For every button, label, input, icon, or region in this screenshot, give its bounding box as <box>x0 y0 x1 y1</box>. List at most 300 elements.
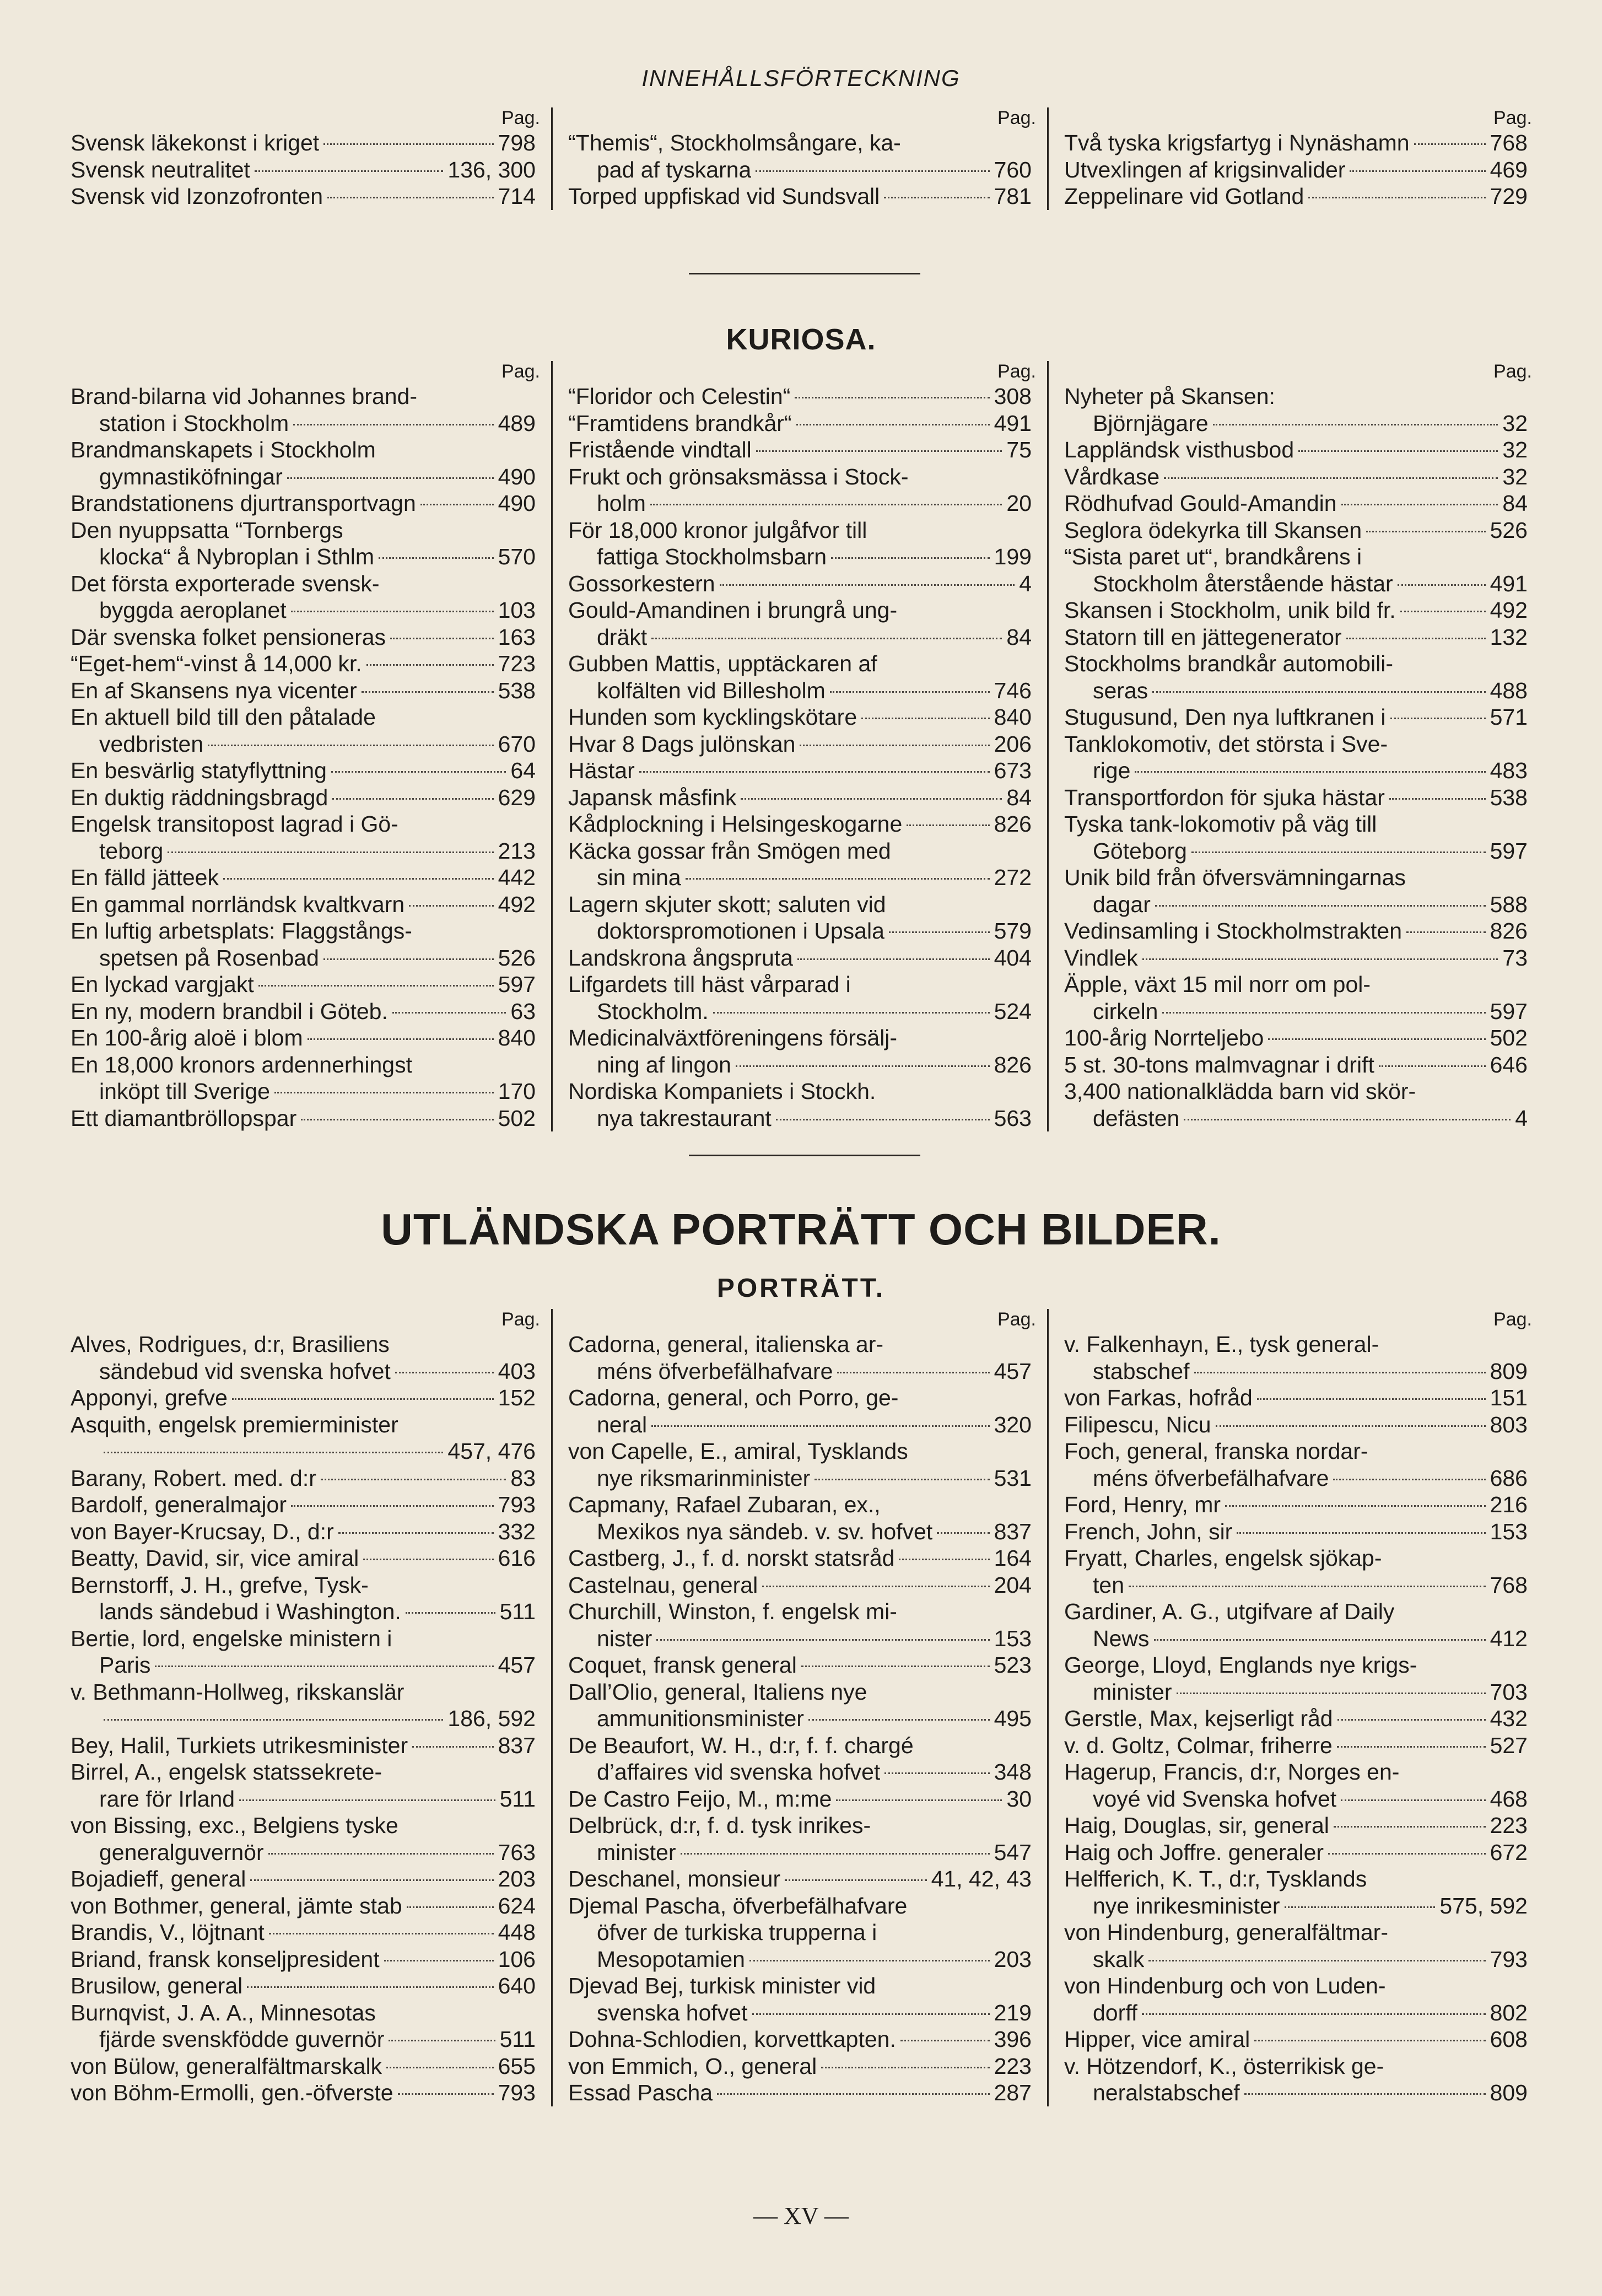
toc-entry <box>1064 1465 1528 1492</box>
toc-entry <box>1064 891 1528 918</box>
toc-entry <box>71 1812 536 1839</box>
dot-leader <box>1244 2093 1486 2095</box>
entry-page: 538 <box>498 677 536 703</box>
dot-leader <box>232 1398 494 1400</box>
entry-title: De Beaufort, W. H., d:r, f. f. chargé <box>568 1732 914 1758</box>
entry-page: 629 <box>498 784 536 810</box>
entry-title: En ny, modern brandbil i Göteb. <box>71 998 388 1024</box>
toc-entry <box>71 918 536 945</box>
toc-entry <box>568 1598 1032 1625</box>
entry-title: kolfälten vid Billesholm <box>597 677 826 703</box>
section-kuriosa-list <box>55 361 1543 1131</box>
toc-entry <box>71 624 536 651</box>
entry-title: French, John, sir <box>1064 1518 1233 1544</box>
dot-leader <box>861 718 989 719</box>
entry-title: von Bissing, exc., Belgiens tyske <box>71 1813 398 1838</box>
entry-title: Castelnau, general <box>568 1572 758 1598</box>
entry-page: 588 <box>1490 891 1528 917</box>
entry-page: 646 <box>1490 1052 1528 1077</box>
column-2 <box>551 361 1047 1131</box>
dot-leader <box>1129 1586 1486 1587</box>
entry-title: Bernstorff, J. H., grefve, Tysk- <box>71 1572 369 1598</box>
entry-title: defästen <box>1093 1105 1180 1131</box>
entry-page: 672 <box>1490 1839 1528 1865</box>
entry-title: En besvärlig statyflyttning <box>71 758 327 783</box>
entry-title: Gardiner, A. G., utgifvare af Daily <box>1064 1599 1395 1624</box>
entry-page: 793 <box>1490 1946 1528 1972</box>
entry-title: von Bülow, generalfältmarskalk <box>71 2053 382 2079</box>
toc-entry <box>1064 784 1528 811</box>
dot-leader <box>1337 1746 1486 1748</box>
dot-leader <box>291 1505 494 1507</box>
dot-leader <box>331 771 506 773</box>
toc-entry <box>71 677 536 704</box>
toc-entry <box>71 2079 536 2106</box>
toc-entry <box>1064 2079 1528 2106</box>
dot-leader <box>831 557 990 559</box>
dot-leader <box>900 2040 990 2041</box>
toc-entry <box>71 1598 536 1625</box>
entry-title: neral <box>597 1411 648 1437</box>
toc-entry <box>71 410 536 437</box>
toc-entry <box>71 1759 536 1786</box>
dot-leader <box>808 1719 990 1721</box>
toc-entry <box>568 704 1032 731</box>
toc-entry <box>1064 517 1528 544</box>
entry-page: 64 <box>510 758 536 783</box>
entry-title: George, Lloyd, Englands nye krigs- <box>1064 1652 1417 1678</box>
entry-title: Fryatt, Charles, engelsk sjökap- <box>1064 1545 1382 1571</box>
toc-entry <box>1064 1893 1528 1920</box>
toc-entry <box>71 1893 536 1920</box>
dot-leader <box>1142 2013 1485 2015</box>
entry-title: Torped uppfiskad vid Sundsvall <box>568 184 880 209</box>
entry-title: Där svenska folket pensioneras <box>71 624 386 650</box>
entry-title: Briand, fransk konseljpresident <box>71 1946 380 1972</box>
toc-entry <box>71 1679 536 1706</box>
toc-entry <box>1064 624 1528 651</box>
entry-title: v. d. Goltz, Colmar, friherre <box>1064 1732 1333 1758</box>
entry-title: Svensk vid Izonzofronten <box>71 184 323 209</box>
toc-entry <box>568 945 1032 972</box>
entry-title: fjärde svenskfödde guvernör <box>99 2026 385 2052</box>
entry-title: Castberg, J., f. d. norskt statsråd <box>568 1545 895 1571</box>
entry-title: nye riksmarinminister <box>597 1465 811 1491</box>
dot-leader <box>168 851 493 853</box>
entry-title: dagar <box>1093 891 1151 917</box>
dot-leader <box>1148 1960 1485 1961</box>
toc-entry <box>1064 1358 1528 1385</box>
entry-page: 809 <box>1490 1358 1528 1384</box>
entry-title: von Bayer-Krucsay, D., d:r <box>71 1518 334 1544</box>
dot-leader <box>937 1532 989 1534</box>
toc-entry <box>1064 1545 1528 1572</box>
toc-entry <box>1064 731 1528 758</box>
dot-leader <box>1400 611 1486 612</box>
entry-page: 492 <box>498 891 536 917</box>
entry-page: 840 <box>498 1025 536 1050</box>
toc-entry <box>1064 1679 1528 1706</box>
toc-entry <box>568 1025 1032 1052</box>
entry-title: Deschanel, monsieur <box>568 1866 781 1891</box>
pag-label: Pag. <box>997 1309 1036 1330</box>
toc-entry <box>568 1465 1032 1492</box>
entry-title: byggda aeroplanet <box>99 597 287 623</box>
toc-entry <box>1064 1652 1528 1679</box>
dot-leader <box>1142 958 1498 960</box>
toc-entry <box>568 383 1032 410</box>
dot-leader <box>1268 1038 1485 1040</box>
toc-entry <box>568 2079 1032 2106</box>
section-subheading-portratt: PORTRÄTT. <box>716 1274 886 1303</box>
entry-page: 84 <box>1502 491 1528 516</box>
entry-title: Gerstle, Max, kejserligt råd <box>1064 1706 1333 1731</box>
toc-entry <box>71 1078 536 1105</box>
entry-title: Stockholm återstående hästar <box>1093 570 1393 596</box>
dot-leader <box>323 143 493 145</box>
toc-entry <box>1064 1839 1528 1866</box>
entry-title: En 100-årig aloë i blom <box>71 1025 303 1050</box>
toc-entry <box>568 1705 1032 1732</box>
toc-entry <box>1064 1384 1528 1411</box>
toc-entry <box>71 2053 536 2080</box>
toc-entry <box>1064 1625 1528 1652</box>
dot-leader <box>837 1372 989 1373</box>
toc-entry <box>1064 838 1528 865</box>
dot-leader <box>398 2093 494 2095</box>
entry-title: Göteborg <box>1093 838 1187 864</box>
toc-entry <box>1064 1812 1528 1839</box>
dot-leader <box>362 691 494 693</box>
dot-leader <box>639 771 990 773</box>
toc-entry <box>71 130 536 157</box>
entry-page: 457 <box>994 1358 1032 1384</box>
entry-title: Fristående vindtall <box>568 437 752 462</box>
entry-page: 768 <box>1490 130 1528 155</box>
toc-entry <box>568 410 1032 437</box>
entry-title: nye inrikesminister <box>1093 1893 1280 1918</box>
entry-title: station i Stockholm <box>99 410 289 436</box>
entry-title: fattiga Stockholmsbarn <box>597 544 827 569</box>
entry-title: Dall’Olio, general, Italiens nye <box>568 1679 867 1705</box>
toc-entry <box>568 1358 1032 1385</box>
entry-page: 490 <box>498 491 536 516</box>
entry-page: 152 <box>498 1385 536 1410</box>
entry-page: 571 <box>1490 704 1528 730</box>
entry-page: 206 <box>994 731 1032 757</box>
toc-entry <box>71 731 536 758</box>
entry-page: 320 <box>994 1411 1032 1437</box>
toc-entry <box>1064 1598 1528 1625</box>
entry-title: Gould-Amandinen i brungrå ung- <box>568 597 898 623</box>
toc-entry <box>1064 2053 1528 2080</box>
entry-page: 204 <box>994 1572 1032 1598</box>
toc-entry <box>568 1545 1032 1572</box>
entry-title: rige <box>1093 758 1131 783</box>
dot-leader <box>1334 1826 1486 1828</box>
entry-title: En af Skansens nya vicenter <box>71 677 357 703</box>
pag-label: Pag. <box>501 1309 540 1330</box>
entry-page: 624 <box>498 1893 536 1918</box>
entry-title: 100-årig Norrteljebo <box>1064 1025 1264 1050</box>
entry-title: Djemal Pascha, öfverbefälhafvare <box>568 1893 908 1918</box>
entry-title: Ett diamantbröllopspar <box>71 1105 297 1131</box>
column-1 <box>55 361 551 1131</box>
toc-entry <box>1064 1705 1528 1732</box>
dot-leader <box>308 1038 494 1040</box>
entry-page: 655 <box>498 2053 536 2079</box>
entry-title: Vedinsamling i Stockholmstrakten <box>1064 918 1403 944</box>
entry-title: Gossorkestern <box>568 570 715 596</box>
dot-leader <box>208 745 493 746</box>
dot-leader <box>650 504 1002 505</box>
entry-title: Lappländsk visthusbod <box>1064 437 1294 462</box>
pag-label: Pag. <box>1493 107 1532 128</box>
dot-leader <box>899 1559 989 1560</box>
section-portratt-list <box>55 1309 1543 2106</box>
dot-leader <box>1257 1398 1486 1400</box>
toc-entry <box>71 757 536 784</box>
entry-title: doktorspromotionen i Upsala <box>597 918 884 944</box>
entry-page: 746 <box>994 677 1032 703</box>
dot-leader <box>323 958 494 960</box>
dot-leader <box>1285 1906 1436 1908</box>
entry-page: 412 <box>1490 1625 1528 1651</box>
entry-page: 308 <box>994 384 1032 409</box>
entry-page: 457 <box>498 1652 536 1678</box>
column-2 <box>551 1309 1047 2106</box>
entry-title: lands sändebud i Washington. <box>99 1599 401 1624</box>
toc-entry <box>71 1384 536 1411</box>
entry-page: 524 <box>994 998 1032 1024</box>
toc-entry <box>1064 2026 1528 2053</box>
entry-title: “Themis“, Stockholmsångare, ka- <box>568 130 901 155</box>
toc-entry <box>1064 1786 1528 1813</box>
toc-entry <box>1064 1972 1528 1999</box>
toc-entry <box>568 1052 1032 1079</box>
toc-entry <box>1064 410 1528 437</box>
entry-page: 164 <box>994 1545 1032 1571</box>
dot-leader <box>651 638 1002 639</box>
entry-title: generalguvernör <box>99 1839 264 1865</box>
toc-entry <box>71 838 536 865</box>
entry-title: Djevad Bej, turkisk minister vid <box>568 1973 876 1998</box>
toc-entry <box>71 1972 536 1999</box>
dot-leader <box>1337 1719 1486 1721</box>
entry-title: En lyckad vargjakt <box>71 972 254 997</box>
toc-entry <box>71 1999 536 2026</box>
section-heading-kuriosa: KURIOSA. <box>726 323 876 356</box>
entry-page: 597 <box>498 972 536 997</box>
entry-page: 490 <box>498 463 536 489</box>
dot-leader <box>1154 1639 1486 1641</box>
toc-entry <box>568 891 1032 918</box>
entry-page: 75 <box>1006 437 1032 462</box>
toc-entry <box>1064 463 1528 491</box>
toc-entry <box>71 1705 536 1732</box>
column-1 <box>55 1309 551 2106</box>
entry-title: von Böhm-Ermolli, gen.-öfverste <box>71 2080 393 2105</box>
toc-entry <box>71 1105 536 1132</box>
entry-title: minister <box>597 1839 676 1865</box>
toc-entry <box>71 1465 536 1492</box>
entry-title: Käcka gossar från Smögen med <box>568 838 891 864</box>
entry-title: En luftig arbetsplats: Flaggstångs- <box>71 918 412 944</box>
entry-title: Capmany, Rafael Zubaran, ex., <box>568 1492 881 1517</box>
entry-title: En aktuell bild till den påtalade <box>71 704 376 730</box>
toc-entry <box>568 624 1032 651</box>
toc-entry <box>568 517 1032 544</box>
dot-leader <box>1162 1012 1485 1014</box>
entry-title: svenska hofvet <box>597 1999 748 2025</box>
toc-entry <box>568 1732 1032 1759</box>
toc-entry <box>71 811 536 838</box>
toc-entry <box>568 784 1032 811</box>
entry-page: 396 <box>994 2026 1032 2052</box>
entry-title: Brusilow, general <box>71 1973 243 1998</box>
entry-page: 640 <box>498 1973 536 1998</box>
toc-entry <box>71 945 536 972</box>
toc-entry <box>71 183 536 210</box>
entry-title: För 18,000 kronor julgåfvor till <box>568 517 867 543</box>
toc-entry <box>568 1866 1032 1893</box>
entry-title: Filipescu, Nicu <box>1064 1411 1211 1437</box>
entry-title: rare för Irland <box>99 1786 235 1812</box>
entry-title: klocka“ å Nybroplan i Sthlm <box>99 544 375 569</box>
dot-leader <box>785 1879 926 1881</box>
entry-page: 457, 476 <box>447 1438 536 1464</box>
entry-title: Bertie, lord, engelske ministern i <box>71 1625 392 1651</box>
entry-title: Burnqvist, J. A. A., Minnesotas <box>71 1999 376 2025</box>
dot-leader <box>889 931 990 933</box>
entry-page: 670 <box>498 731 536 757</box>
entry-page: 837 <box>994 1518 1032 1544</box>
entry-title: Cadorna, general, och Porro, ge- <box>568 1385 899 1410</box>
dot-leader <box>406 1612 495 1614</box>
toc-entry <box>568 1625 1032 1652</box>
dot-leader <box>104 1452 443 1453</box>
entry-title: Hipper, vice amiral <box>1064 2026 1250 2052</box>
entry-page: 203 <box>498 1866 536 1891</box>
entry-title: Unik bild från öfversvämningarnas <box>1064 865 1406 890</box>
entry-title: dräkt <box>597 624 648 650</box>
entry-title: Apponyi, grefve <box>71 1385 228 1410</box>
toc-entry <box>71 1572 536 1599</box>
entry-page: 579 <box>994 918 1032 944</box>
entry-title: voyé vid Svenska hofvet <box>1093 1786 1337 1812</box>
dot-leader <box>255 170 443 172</box>
dot-leader <box>412 1746 493 1748</box>
dot-leader <box>1298 450 1498 452</box>
dot-leader <box>366 664 494 666</box>
entry-page: 448 <box>498 1920 536 1945</box>
dot-leader <box>821 2067 989 2068</box>
entry-page: 793 <box>498 2080 536 2105</box>
entry-page: 763 <box>498 1839 536 1865</box>
entry-title: 3,400 nationalklädda barn vid skör- <box>1064 1079 1416 1104</box>
entry-page: 32 <box>1502 410 1528 436</box>
entry-title: Den nyuppsatta “Tornbergs <box>71 517 343 543</box>
entry-title: Haig, Douglas, sir, general <box>1064 1813 1329 1838</box>
toc-entry <box>568 570 1032 597</box>
entry-title: inköpt till Sverige <box>99 1079 270 1104</box>
entry-title: En duktig räddningsbragd <box>71 784 328 810</box>
toc-entry <box>568 1518 1032 1545</box>
entry-title: Hunden som kycklingskötare <box>568 704 857 730</box>
entry-title: En fälld jätteek <box>71 865 219 890</box>
entry-page: 511 <box>499 1786 536 1812</box>
entry-page: 723 <box>498 651 536 676</box>
entry-title: nya takrestaurant <box>597 1105 772 1131</box>
toc-entry <box>1064 597 1528 624</box>
toc-entry <box>1064 918 1528 945</box>
toc-entry <box>1064 1759 1528 1786</box>
dot-leader <box>407 1906 494 1908</box>
dot-leader <box>1379 1065 1486 1067</box>
toc-entry <box>71 597 536 624</box>
toc-entry <box>568 1786 1032 1813</box>
toc-entry <box>1064 543 1528 570</box>
entry-page: 483 <box>1490 758 1528 783</box>
dot-leader <box>1406 931 1486 933</box>
entry-page: 760 <box>994 157 1032 182</box>
dot-leader <box>293 424 493 425</box>
entry-title: Hagerup, Francis, d:r, Norges en- <box>1064 1759 1400 1785</box>
divider-rule <box>689 1155 920 1156</box>
entry-page: 729 <box>1490 184 1528 209</box>
entry-title: Statorn till en jättegenerator <box>1064 624 1342 650</box>
dot-leader <box>800 745 989 746</box>
column-1 <box>55 107 551 210</box>
dot-leader <box>686 878 990 880</box>
dot-leader <box>1308 197 1485 198</box>
toc-entry <box>71 436 536 463</box>
toc-entry <box>1064 1438 1528 1465</box>
entry-title: Churchill, Winston, f. engelsk mi- <box>568 1599 897 1624</box>
entry-page: 492 <box>1490 597 1528 623</box>
entry-page: 32 <box>1502 463 1528 489</box>
toc-entry <box>1064 1411 1528 1438</box>
entry-title: von Bothmer, general, jämte stab <box>71 1893 402 1918</box>
entry-page: 826 <box>994 811 1032 837</box>
entry-page: 502 <box>498 1105 536 1131</box>
entry-title: Gubben Mattis, upptäckaren af <box>568 651 877 676</box>
entry-title: méns öfverbefälhafvare <box>597 1358 833 1384</box>
toc-entry <box>71 650 536 677</box>
toc-entry <box>568 597 1032 624</box>
toc-entry <box>71 490 536 517</box>
entry-page: 781 <box>994 184 1032 209</box>
toc-entry <box>568 1105 1032 1132</box>
toc-entry <box>568 1078 1032 1105</box>
entry-page: 32 <box>1502 437 1528 462</box>
dot-leader <box>713 1012 990 1014</box>
entry-title: Essad Pascha <box>568 2080 713 2105</box>
dot-leader <box>269 1933 494 1934</box>
entry-title: Brandis, V., löjtnant <box>71 1920 265 1945</box>
entry-title: Tanklokomotiv, det största i Sve- <box>1064 731 1388 757</box>
entry-title: Lifgardets till häst vårparad i <box>568 972 851 997</box>
entry-title: “Eget-hem“-vinst å 14,000 kr. <box>71 651 362 676</box>
toc-entry <box>568 1919 1032 1946</box>
entry-title: von Emmich, O., general <box>568 2053 817 2079</box>
entry-page: 213 <box>498 838 536 864</box>
entry-page: 768 <box>1490 1572 1528 1598</box>
entry-title: Engelsk transitopost lagrad i Gö- <box>71 811 398 837</box>
entry-title: Björnjägare <box>1093 410 1209 436</box>
entry-page: 531 <box>994 1465 1032 1491</box>
dot-leader <box>1213 424 1498 425</box>
